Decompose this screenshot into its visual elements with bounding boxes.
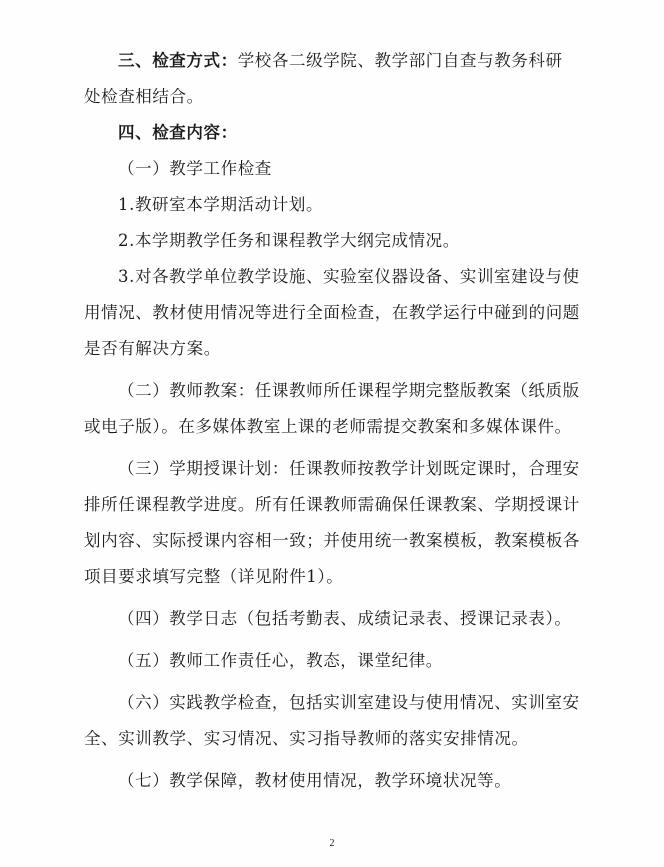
item-2-line-1: （二）教师教案：任课教师所任课程学期完整版教案（纸质版 bbox=[118, 381, 580, 400]
item-1-point-3-line-3: 是否有解决方案。 bbox=[84, 339, 221, 358]
page-number: 2 bbox=[329, 838, 335, 849]
section-3-line-1 bbox=[84, 43, 604, 79]
item-2-line-2: 或电子版）。在多媒体教室上课的老师需提交教案和多媒体课件。 bbox=[84, 417, 572, 436]
document-body bbox=[84, 43, 604, 799]
section-3-heading: 三、检查方式： bbox=[118, 51, 238, 70]
item-4: （四）教学日志（包括考勤表、成绩记录表、授课记录表）。 bbox=[118, 609, 572, 628]
item-3-line-2: 排所任课程教学进度。所有任课教师需确保任课教案、学期授课计 bbox=[84, 495, 580, 514]
section-4-heading: 四、检查内容： bbox=[118, 123, 238, 142]
section-3-text: 学校各二级学院、教学部门自查与教务科研 bbox=[237, 51, 563, 70]
item-3-line-4: 项目要求填写完整（详见附件1）。 bbox=[84, 567, 344, 586]
item-6-line-2: 全、实训教学、实习情况、实习指导教师的落实安排情况。 bbox=[84, 729, 529, 748]
item-1-point-3-line-1: 3.对各教学单位教学设施、实验室仪器设备、实训室建设与使 bbox=[118, 267, 580, 286]
item-1-heading: （一）教学工作检查 bbox=[118, 159, 272, 178]
section-3-line-2: 处检查相结合。 bbox=[84, 87, 204, 106]
item-1-point-1: 1.教研室本学期活动计划。 bbox=[118, 195, 324, 214]
item-3-line-3: 划内容、实际授课内容相一致；并使用统一教案模板，教案模板各 bbox=[84, 531, 580, 550]
item-7: （七）教学保障，教材使用情况，教学环境状况等。 bbox=[118, 771, 512, 790]
item-3-line-1: （三）学期授课计划：任课教师按教学计划既定课时，合理安 bbox=[118, 459, 580, 478]
item-1-point-2: 2.本学期教学任务和课程教学大纲完成情况。 bbox=[118, 231, 460, 250]
item-6-line-1: （六）实践教学检查，包括实训室建设与使用情况、实训室安 bbox=[118, 693, 580, 712]
item-5: （五）教师工作责任心，教态，课堂纪律。 bbox=[118, 651, 443, 670]
item-1-point-3-line-2: 用情况、教材使用情况等进行全面检查，在教学运行中碰到的问题 bbox=[84, 303, 580, 322]
